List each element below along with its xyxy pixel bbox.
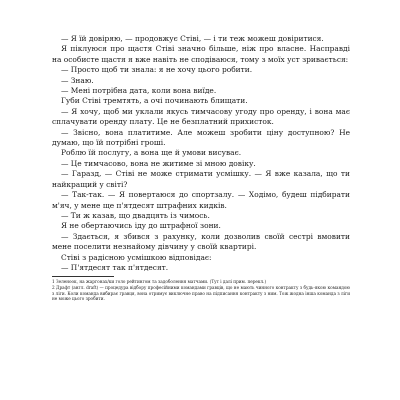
paragraph-2: Я піклуюся про щастя Стіві значно більше, ніж про власне. Насправді на особисте щастя я вже навіть не сподіваюся, тому з моїх уст зривається: bbox=[52, 44, 350, 64]
paragraph-14: Я не обертаючись іду до штрафної зони. bbox=[61, 221, 221, 231]
footnote-2: 2 Драфт (англ. draft) — процедура відбору професійними командами гравців, що не мають чинного контракту з будь-якою командою з ліги. Коли команда вибирає гравця, вона отримує виключне право на підписання контракту з ним. Тож жодна інша команда з ліги не може цього зробити. bbox=[52, 284, 350, 302]
paragraph-7: — Я хочу, щоб ми уклали якусь тимчасову угоду про оренду, і вона має сплачувати оренду плату. Це не безплатний прихисток. bbox=[52, 106, 350, 127]
paragraph-4: — Знаю. bbox=[61, 75, 94, 85]
paragraph-11: — Гаразд, — Стіві не може стримати усмішку. — Я вже казала, що ти найкращий у світі? bbox=[52, 169, 350, 189]
paragraph-16: Стіві з радісною усмішкою відповідає: bbox=[61, 252, 212, 262]
paragraph-6: Губи Стіві тремтять, а очі починають блищати. bbox=[61, 96, 248, 106]
paragraph-13: — Ти ж казав, що двадцять із чимось. bbox=[61, 210, 210, 220]
paragraph-9: Роблю їй послугу, а вона ще й умови висуває. bbox=[61, 148, 242, 158]
paragraph-8: — Звісно, вона платитиме. Але можеш зробити ціну доступною? Не думаю, що їй потрібні гроші. bbox=[52, 127, 350, 148]
paragraph-10: — Це тимчасово, вона не житиме зі мною довіку. bbox=[61, 158, 256, 168]
footnote-divider bbox=[52, 276, 114, 277]
paragraph-12: — Так-так. — Я повертаюся до спортзалу. — Ходімо, будеш підбирати м'яч, у мене ще п'ятдесят штрафних кидків. bbox=[52, 190, 350, 210]
book-page bbox=[52, 34, 350, 302]
footnote-1: 1 Зеленоок, на жаргонах/ки голо рейтингом та задоболення матчами. (Тут і далі прим. перекл.) bbox=[52, 279, 267, 285]
paragraph-15: — Здається, я збився з рахунку, коли дозволив своїй сестрі вмовити мене поселити незнайому дівчину у своїй квартирі. bbox=[52, 231, 350, 252]
paragraph-5: — Мені потрібна дата, коли вона виїде. bbox=[61, 86, 217, 96]
paragraph-3: — Просто щоб ти знала: я не хочу цього робити. bbox=[61, 65, 253, 75]
paragraph-1: — Я їй довіряю, — продовжує Стіві, — і ти теж можеш довіритися. bbox=[61, 34, 324, 43]
paragraph-17: — П'ятдесят так п'ятдесят. bbox=[61, 262, 169, 272]
